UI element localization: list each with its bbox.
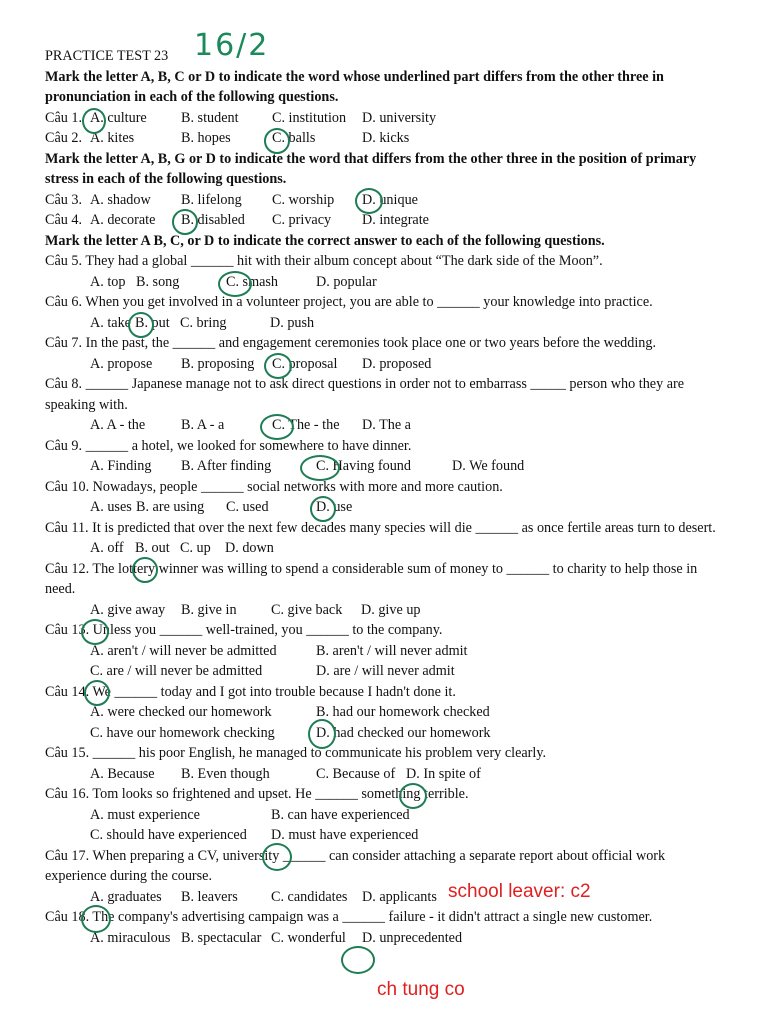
question-14-stem: Câu 14. We ______ today and I got into trouble because I hadn't done it. <box>45 683 456 700</box>
question-16-options-cd <box>45 825 723 846</box>
question-label: Câu 3. <box>45 191 83 208</box>
option-d[interactable]: D. are / will never admit <box>316 663 455 679</box>
option-a[interactable]: A. off <box>90 540 124 556</box>
question-8-stem: Câu 8. ______ Japanese manage not to ask direct questions in order not to embarrass _____ person who they are speaking with. <box>45 376 685 413</box>
question-13-options-ab <box>45 641 723 662</box>
question-6-options <box>45 313 723 334</box>
question-15-options <box>45 764 723 785</box>
question-7-options <box>45 354 723 375</box>
option-c[interactable]: C. Having found <box>316 458 411 474</box>
test-title: PRACTICE TEST 23 <box>45 48 169 64</box>
option-a[interactable]: A. uses <box>90 499 132 515</box>
question-9-stem: Câu 9. ______ a hotel, we looked for somewhere to have dinner. <box>45 437 412 454</box>
option-a[interactable]: A. aren't / will never be admitted <box>90 642 277 659</box>
option-d[interactable]: D. popular <box>316 273 377 290</box>
option-c[interactable]: C. give back <box>271 601 343 618</box>
option-b[interactable]: B. aren't / will never admit <box>316 642 468 659</box>
option-a[interactable]: A. take <box>90 314 131 331</box>
question-15-stem: Câu 15. ______ his poor English, he managed to communicate his problem very clearly. <box>45 745 547 761</box>
question-10-options <box>45 497 723 518</box>
option-c[interactable]: C. wonderful <box>271 929 346 946</box>
question-2 <box>45 128 723 149</box>
option-c[interactable]: C. proposal <box>272 355 338 372</box>
question-17-stem: Câu 17. When preparing a CV, university ______ can consider attaching a separate report about official work experience during the course. <box>45 847 666 884</box>
option-a[interactable]: A. were checked our homework <box>90 704 272 720</box>
section-instruction-stress: Mark the letter A, B, G or D to indicate the word that differs from the other three in the position of primary stress in each of the following questions. <box>45 150 697 187</box>
option-b[interactable]: B. are using <box>136 499 205 515</box>
option-a[interactable]: A. kites <box>90 130 135 146</box>
option-d[interactable]: D. kicks <box>362 130 410 146</box>
option-b[interactable]: B. student <box>181 109 239 126</box>
option-c[interactable]: C. are / will never be admitted <box>90 663 263 679</box>
option-d[interactable]: D. use <box>316 499 353 515</box>
option-c[interactable]: C. bring <box>180 314 227 331</box>
option-b[interactable]: B. disabled <box>181 212 245 228</box>
option-d[interactable]: D. The a <box>362 417 411 433</box>
question-14-options-ab <box>45 702 723 723</box>
question-14-options-cd <box>45 723 723 744</box>
option-a[interactable]: A. graduates <box>90 888 162 905</box>
question-11-stem: Câu 11. It is predicted that over the next few decades many species will die ______ as once fertile areas turn to desert. <box>45 519 716 536</box>
option-b[interactable]: B. song <box>136 273 180 290</box>
option-b[interactable]: B. Even though <box>181 765 270 782</box>
option-a[interactable]: A. Because <box>90 765 155 782</box>
option-b[interactable]: B. give in <box>181 601 237 618</box>
handwritten-score: 16/2 <box>194 28 270 63</box>
option-c[interactable]: C. privacy <box>272 212 332 228</box>
option-d[interactable]: D. proposed <box>362 355 432 372</box>
question-18-stem: Câu 18. The company's advertising campaign was a ______ failure - it didn't attract a single new customer. <box>45 909 653 925</box>
option-b[interactable]: B. out <box>135 540 170 556</box>
option-c[interactable]: C. smash <box>226 273 279 290</box>
option-c[interactable]: C. worship <box>272 191 335 208</box>
option-b[interactable]: B. hopes <box>181 130 231 146</box>
option-d[interactable]: D. unprecedented <box>362 929 463 946</box>
option-d[interactable]: D. unique <box>362 191 418 208</box>
option-d[interactable]: D. university <box>362 109 437 126</box>
question-4 <box>45 210 723 231</box>
question-label: Câu 1. <box>45 109 83 126</box>
question-1 <box>45 108 723 129</box>
option-c[interactable]: C. Because of <box>316 765 396 782</box>
practice-test-document <box>45 46 723 948</box>
option-a[interactable]: A. shadow <box>90 191 151 208</box>
option-d[interactable]: D. down <box>225 540 274 556</box>
option-b[interactable]: B. put <box>135 314 170 331</box>
option-c[interactable]: C. used <box>226 499 269 515</box>
option-d[interactable]: D. applicants <box>362 888 437 905</box>
question-10-stem: Câu 10. Nowadays, people ______ social networks with more and more caution. <box>45 478 503 495</box>
option-a[interactable]: A. A - the <box>90 417 146 433</box>
handwritten-note-ch-tung-co: ch tung co <box>377 979 465 1000</box>
section-instruction-pronunciation: Mark the letter A, B, C or D to indicate the word whose underlined part differs from the other three in pronunciation in each of the following questions. <box>45 68 664 105</box>
question-8-options <box>45 415 723 436</box>
option-c[interactable]: C. have our homework checking <box>90 724 275 741</box>
option-b[interactable]: B. After finding <box>181 458 272 474</box>
option-c[interactable]: C. candidates <box>271 888 348 905</box>
option-c[interactable]: C. The - the <box>272 417 340 433</box>
question-9-options <box>45 456 723 477</box>
question-label: Câu 4. <box>45 212 83 228</box>
option-b[interactable]: B. proposing <box>181 355 255 372</box>
option-c[interactable]: C. should have experienced <box>90 827 247 843</box>
question-7-stem: Câu 7. In the past, the ______ and engagement ceremonies took place one or two years before the wedding. <box>45 335 657 351</box>
option-d[interactable]: D. In spite of <box>406 765 481 782</box>
option-d[interactable]: D. We found <box>452 458 525 474</box>
question-12-options <box>45 600 723 621</box>
option-d[interactable]: D. must have experienced <box>271 827 419 843</box>
option-a[interactable]: A. miraculous <box>90 929 171 946</box>
question-16-stem: Câu 16. Tom looks so frightened and upset. He ______ something terrible. <box>45 786 469 802</box>
question-6-stem: Câu 6. When you get involved in a volunteer project, you are able to ______ your knowledge into practice. <box>45 294 653 310</box>
option-a[interactable]: A. propose <box>90 355 153 372</box>
question-12-stem: Câu 12. The lottery winner was willing to spend a considerable sum of money to ______ to charity to help those in need. <box>45 560 698 597</box>
option-c[interactable]: C. balls <box>272 130 316 146</box>
handwritten-note-school-leaver: school leaver: c2 <box>448 881 591 902</box>
question-13-stem: Câu 13. Unless you ______ well-trained, you ______ to the company. <box>45 622 443 638</box>
option-a[interactable]: A. Finding <box>90 458 152 474</box>
question-11-options <box>45 538 723 559</box>
option-a[interactable]: A. give away <box>90 601 166 618</box>
option-a[interactable]: A. decorate <box>90 212 156 228</box>
option-b[interactable]: B. leavers <box>181 888 238 905</box>
option-c[interactable]: C. institution <box>272 109 347 126</box>
option-a[interactable]: A. top <box>90 273 126 290</box>
option-a[interactable]: A. culture <box>90 109 147 126</box>
section-instruction-correct-answer: Mark the letter A B, C, or D to indicate the correct answer to each of the following questions. <box>45 232 605 249</box>
option-a[interactable]: A. must experience <box>90 806 200 823</box>
question-label: Câu 2. <box>45 130 83 146</box>
option-c[interactable]: C. up <box>180 540 211 556</box>
option-d[interactable]: D. had checked our homework <box>316 724 491 741</box>
question-13-options-cd <box>45 661 723 682</box>
question-16-options-ab <box>45 805 723 826</box>
option-b[interactable]: B. A - a <box>181 417 225 433</box>
question-17-options <box>45 887 723 908</box>
option-b[interactable]: B. can have experienced <box>271 806 410 823</box>
option-b[interactable]: B. had our homework checked <box>316 704 490 720</box>
question-5-stem: Câu 5. They had a global ______ hit with their album concept about “The dark side of the Moon”. <box>45 253 603 269</box>
option-d[interactable]: D. push <box>270 314 315 331</box>
option-b[interactable]: B. spectacular <box>181 929 262 946</box>
answer-circle-q18 <box>341 946 375 974</box>
question-18-options <box>45 928 723 949</box>
question-3 <box>45 190 723 211</box>
question-5-options <box>45 272 723 293</box>
option-d[interactable]: D. give up <box>361 601 421 618</box>
option-b[interactable]: B. lifelong <box>181 191 242 208</box>
option-d[interactable]: D. integrate <box>362 212 429 228</box>
